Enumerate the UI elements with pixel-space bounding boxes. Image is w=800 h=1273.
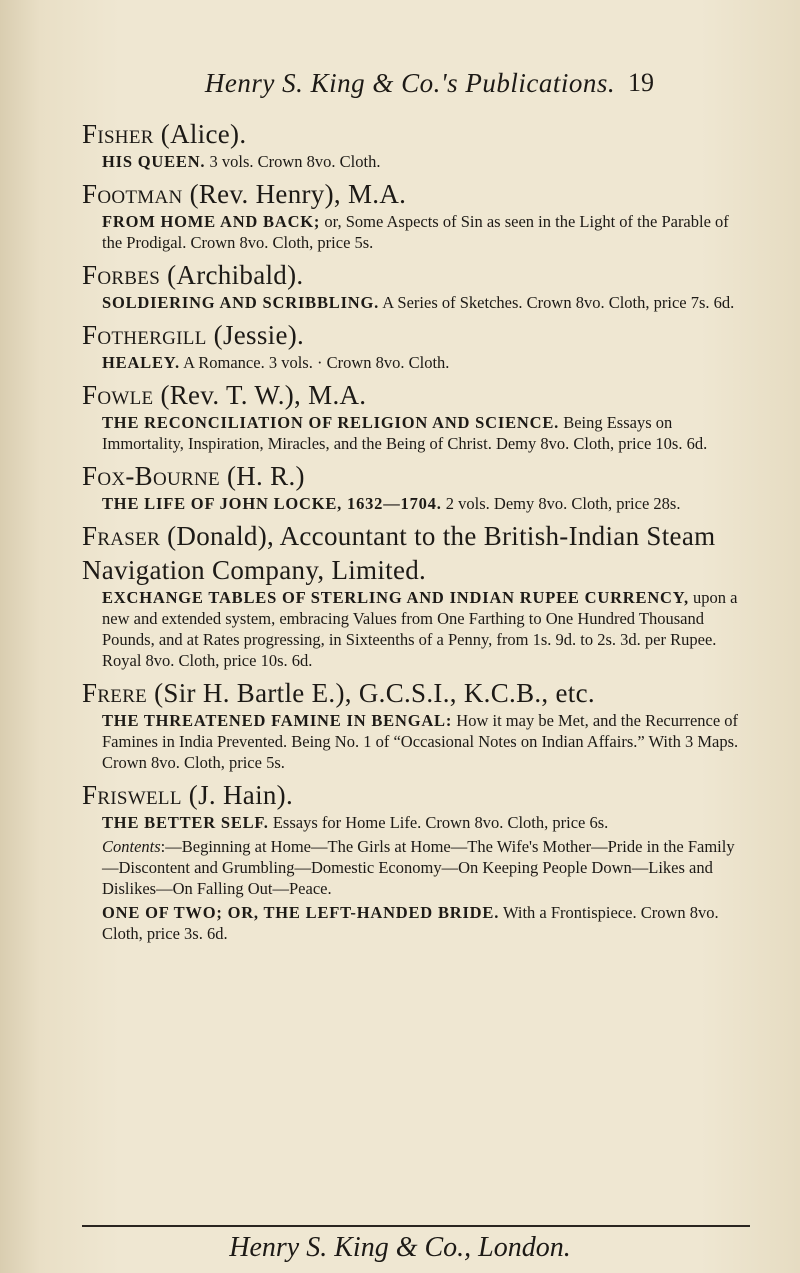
author-surname: Fowle	[82, 380, 154, 410]
book-description: A Romance. 3 vols. · Crown 8vo. Cloth.	[183, 353, 450, 372]
book-item	[82, 812, 748, 833]
book-description: A Series of Sketches. Crown 8vo. Cloth, price 7s. 6d.	[382, 293, 735, 312]
book-description: upon a new and extended system, embracing Values from One Farthing to One Hundred Thousand Pounds, and at Rates progressing, in Sixteenths of a Penny, from 1s. 9d. to 2s. 3d. per Rupee. Royal 8vo. Cloth, price 10s. 6d.	[102, 588, 738, 670]
author-surname: Fraser	[82, 521, 161, 551]
book-contents	[82, 836, 748, 899]
entry-footman	[82, 177, 748, 253]
author-heading	[82, 177, 748, 211]
author-details: (Sir H. Bartle E.), G.C.S.I., K.C.B., etc.	[154, 678, 595, 708]
entries-list	[82, 117, 748, 949]
author-heading	[82, 258, 748, 292]
book-title: EXCHANGE TABLES OF STERLING AND INDIAN RUPEE CURRENCY,	[102, 588, 689, 607]
book-description: 3 vols. Crown 8vo. Cloth.	[209, 152, 381, 171]
entry-fraser	[82, 519, 748, 671]
author-details: (J. Hain).	[188, 780, 294, 810]
author-surname: Footman	[82, 179, 183, 209]
author-details: (H. R.)	[226, 461, 305, 491]
contents-label: Contents	[102, 837, 161, 856]
book-description: or, Some Aspects of Sin as seen in the Light of the Parable of the Prodigal. Crown 8vo. Cloth, price 5s.	[102, 212, 729, 252]
author-details: (Donald), Accountant to the British-Indian Steam Navigation Company, Limited.	[82, 521, 716, 585]
author-details: (Archibald).	[167, 260, 304, 290]
book-title: HEALEY.	[102, 353, 180, 372]
author-heading	[82, 318, 748, 352]
entry-fowle	[82, 378, 748, 454]
book-item	[82, 352, 748, 373]
author-surname: Fisher	[82, 119, 154, 149]
book-description: 2 vols. Demy 8vo. Cloth, price 28s.	[445, 494, 681, 513]
book-description: Being Essays on Immortality, Inspiration, Miracles, and the Being of Christ. Demy 8vo. Cloth, price 10s. 6d.	[102, 413, 708, 453]
author-heading	[82, 676, 748, 710]
book-description: How it may be Met, and the Recurrence of Famines in India Prevented. Being No. 1 of “Occasional Notes on Indian Affairs.” With 3 Maps. Crown 8vo. Cloth, price 5s.	[102, 711, 739, 772]
footer-rule	[82, 1225, 750, 1227]
author-surname: Fox-Bourne	[82, 461, 220, 491]
book-title: FROM HOME AND BACK;	[102, 212, 321, 231]
book-title: THE THREATENED FAMINE IN BENGAL:	[102, 711, 453, 730]
running-head-title: Henry S. King & Co.'s Publications.	[204, 68, 616, 98]
author-heading	[82, 117, 748, 151]
author-heading	[82, 519, 748, 587]
running-head	[0, 68, 800, 102]
book-title: ONE OF TWO; OR, THE LEFT-HANDED BRIDE.	[102, 903, 500, 922]
entry-forbes	[82, 258, 748, 313]
author-heading	[82, 778, 748, 812]
book-item	[82, 151, 748, 172]
publisher-imprint: Henry S. King & Co., London.	[229, 1232, 571, 1263]
book-title: THE LIFE OF JOHN LOCKE, 1632—1704.	[102, 494, 442, 513]
book-item	[82, 493, 748, 514]
entry-fox-bourne	[82, 459, 748, 514]
book-item	[82, 902, 748, 944]
book-description: Essays for Home Life. Crown 8vo. Cloth, price 6s.	[272, 813, 609, 832]
book-item	[82, 292, 748, 313]
book-title: SOLDIERING AND SCRIBBLING.	[102, 293, 380, 312]
author-details: (Jessie).	[213, 320, 305, 350]
entry-fisher	[82, 117, 748, 172]
book-title: THE RECONCILIATION OF RELIGION AND SCIENCE.	[102, 413, 560, 432]
author-details: (Rev. T. W.), M.A.	[160, 380, 367, 410]
author-surname: Friswell	[82, 780, 182, 810]
book-item	[82, 710, 748, 773]
author-surname: Frere	[82, 678, 148, 708]
author-details: (Rev. Henry), M.A.	[189, 179, 407, 209]
book-description: With a Frontispiece. Crown 8vo. Cloth, price 3s. 6d.	[102, 903, 719, 943]
book-title: THE BETTER SELF.	[102, 813, 269, 832]
author-surname: Fothergill	[82, 320, 207, 350]
book-title: HIS QUEEN.	[102, 152, 206, 171]
author-heading	[82, 459, 748, 493]
entry-fothergill	[82, 318, 748, 373]
author-surname: Forbes	[82, 260, 161, 290]
book-item	[82, 587, 748, 671]
book-item	[82, 412, 748, 454]
author-heading	[82, 378, 748, 412]
entry-friswell	[82, 778, 748, 944]
contents-text: :—Beginning at Home—The Girls at Home—The Wife's Mother—Pride in the Family—Discontent and Grumbling—Domestic Economy—On Keeping People Down—Likes and Dislikes—On Falling Out—Peace.	[102, 837, 735, 898]
entry-frere	[82, 676, 748, 773]
book-item	[82, 211, 748, 253]
page-number: 19	[628, 68, 654, 97]
author-details: (Alice).	[160, 119, 247, 149]
